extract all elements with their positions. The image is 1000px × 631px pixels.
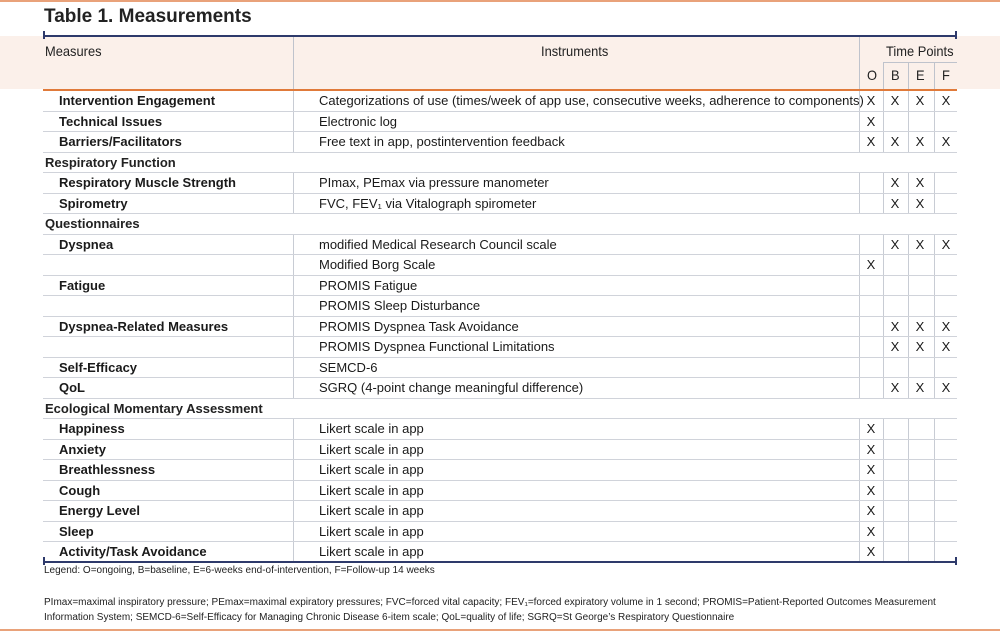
time-point-mark (908, 440, 932, 460)
time-point-mark (908, 276, 932, 296)
instrument-cell: PROMIS Fatigue (319, 277, 418, 293)
time-point-mark: X (890, 380, 900, 396)
table-row (43, 317, 957, 338)
time-point-mark: X (866, 503, 876, 519)
instrument-cell: Electronic log (319, 113, 398, 129)
header-col-e: E (916, 67, 925, 83)
time-point-mark: X (941, 318, 951, 334)
table-row (43, 296, 957, 317)
time-point-mark (908, 501, 932, 521)
instrument-cell: Likert scale in app (319, 503, 424, 519)
time-point-mark (908, 460, 932, 480)
time-point-mark: X (915, 318, 925, 334)
time-point-mark (908, 255, 932, 275)
time-point-mark (859, 194, 883, 214)
header-col-b: B (891, 67, 900, 83)
time-point-mark (883, 440, 907, 460)
time-point-mark (934, 481, 958, 501)
measure-cell: Happiness (59, 421, 125, 437)
time-point-mark (908, 358, 932, 378)
header-divider (934, 62, 935, 89)
time-point-mark: X (915, 134, 925, 150)
column-divider (293, 419, 294, 439)
column-divider (293, 481, 294, 501)
table-row (43, 112, 957, 133)
measure-cell (43, 296, 59, 316)
time-point-mark (883, 460, 907, 480)
time-point-mark: X (866, 93, 876, 109)
column-divider (293, 276, 294, 296)
table-row (43, 419, 957, 440)
time-point-mark (934, 522, 958, 542)
legend: Legend: O=ongoing, B=baseline, E=6-weeks end-of-intervention, F=Follow-up 14 weeks (44, 565, 435, 576)
time-point-mark (859, 296, 883, 316)
measure-cell: Technical Issues (59, 113, 163, 129)
measure-cell: Spirometry (59, 195, 128, 211)
column-divider (293, 235, 294, 255)
time-point-mark (908, 481, 932, 501)
time-point-mark (859, 378, 883, 398)
header-time-points: Time Points (886, 43, 954, 59)
time-point-mark (934, 173, 958, 193)
column-divider (293, 132, 294, 152)
time-point-mark: X (941, 380, 951, 396)
table-row (43, 440, 957, 461)
time-point-mark (934, 276, 958, 296)
time-point-mark: X (866, 523, 876, 539)
table-row (43, 194, 957, 215)
measure-cell: Sleep (59, 523, 94, 539)
time-point-mark: X (915, 339, 925, 355)
column-divider (293, 112, 294, 132)
table-row (43, 481, 957, 502)
time-point-mark (934, 112, 958, 132)
time-point-mark (859, 235, 883, 255)
table-row (43, 173, 957, 194)
instrument-cell: Likert scale in app (319, 421, 424, 437)
time-point-mark: X (890, 339, 900, 355)
table-row (43, 132, 957, 153)
measure-cell: Self-Efficacy (59, 359, 138, 375)
table-title: Table 1. Measurements (44, 6, 252, 27)
instrument-cell: PROMIS Dyspnea Functional Limitations (319, 339, 555, 355)
time-point-mark: X (866, 421, 876, 437)
measure-cell: Energy Level (59, 503, 140, 519)
table-row (43, 337, 957, 358)
time-point-mark: X (866, 113, 876, 129)
time-point-mark (934, 419, 958, 439)
measure-cell (43, 337, 59, 357)
column-divider (293, 358, 294, 378)
instrument-cell: Free text in app, postintervention feedback (319, 134, 565, 150)
time-point-mark (883, 501, 907, 521)
instrument-cell: Likert scale in app (319, 462, 424, 478)
time-point-mark (883, 296, 907, 316)
table-row (43, 378, 957, 399)
header-divider (908, 62, 909, 89)
time-point-mark: X (941, 134, 951, 150)
time-point-mark: X (890, 93, 900, 109)
measure-cell: Activity/Task Avoidance (59, 544, 207, 560)
table-row (43, 522, 957, 543)
time-point-mark: X (941, 339, 951, 355)
time-point-mark: X (915, 380, 925, 396)
instrument-cell: Likert scale in app (319, 523, 424, 539)
instrument-cell: Likert scale in app (319, 482, 424, 498)
section-row (43, 153, 957, 174)
section-row (43, 214, 957, 235)
time-point-mark (934, 440, 958, 460)
column-divider (293, 296, 294, 316)
table-row (43, 542, 957, 563)
header-divider (859, 37, 860, 89)
measure-cell: Dyspnea (59, 236, 114, 252)
time-point-mark: X (890, 318, 900, 334)
column-divider (293, 501, 294, 521)
time-point-mark: X (890, 195, 900, 211)
column-divider (293, 542, 294, 562)
time-point-mark: X (915, 195, 925, 211)
time-point-mark: X (915, 236, 925, 252)
instrument-cell: modified Medical Research Council scale (319, 236, 557, 252)
measure-cell: Cough (59, 482, 101, 498)
section-label: Questionnaires (45, 216, 140, 232)
time-point-mark (859, 276, 883, 296)
time-point-mark: X (915, 175, 925, 191)
time-point-mark (883, 358, 907, 378)
header-band (0, 36, 1000, 89)
table-bottom-rule (43, 561, 957, 563)
instrument-cell: Likert scale in app (319, 544, 424, 560)
time-point-mark (883, 522, 907, 542)
time-point-mark (908, 419, 932, 439)
column-divider (293, 522, 294, 542)
time-point-mark: X (866, 441, 876, 457)
instrument-cell: Categorizations of use (times/week of app use, consecutive weeks, adherence to components) (319, 93, 864, 109)
header-top-rule (43, 35, 957, 37)
time-point-mark: X (915, 93, 925, 109)
column-divider (293, 378, 294, 398)
column-divider (293, 440, 294, 460)
time-point-mark: X (866, 134, 876, 150)
measure-cell (43, 255, 59, 275)
measure-cell: Barriers/Facilitators (59, 134, 182, 150)
table-row (43, 91, 957, 112)
column-divider (293, 317, 294, 337)
table-row (43, 235, 957, 256)
table-row (43, 460, 957, 481)
time-point-mark: X (866, 257, 876, 273)
column-divider (293, 194, 294, 214)
time-point-mark (934, 501, 958, 521)
time-point-mark: X (890, 175, 900, 191)
time-point-mark (934, 358, 958, 378)
top-rule (0, 0, 1000, 2)
section-row (43, 399, 957, 420)
time-point-mark (883, 276, 907, 296)
measurements-table (43, 91, 957, 563)
measure-cell: Respiratory Muscle Strength (59, 175, 236, 191)
rule-tick-right (955, 31, 957, 39)
measure-cell: Breathlessness (59, 462, 156, 478)
column-divider (293, 91, 294, 111)
time-point-mark: X (866, 544, 876, 560)
time-point-mark (908, 522, 932, 542)
time-point-mark (859, 358, 883, 378)
instrument-cell: Likert scale in app (319, 441, 424, 457)
time-point-mark (908, 296, 932, 316)
section-label: Respiratory Function (45, 154, 176, 170)
time-point-mark (934, 460, 958, 480)
measure-cell: Intervention Engagement (59, 93, 216, 109)
time-point-mark (934, 194, 958, 214)
time-point-mark (883, 481, 907, 501)
measure-cell: Fatigue (59, 277, 106, 293)
time-point-mark: X (866, 482, 876, 498)
table-row (43, 501, 957, 522)
table-row (43, 276, 957, 297)
header-instruments: Instruments (541, 43, 609, 59)
table-row (43, 358, 957, 379)
table-row (43, 255, 957, 276)
time-point-mark (859, 173, 883, 193)
time-point-mark (883, 112, 907, 132)
time-point-mark (934, 255, 958, 275)
header-divider (883, 62, 884, 89)
time-point-mark (908, 542, 932, 562)
time-point-mark (908, 112, 932, 132)
column-divider (293, 173, 294, 193)
time-point-mark (859, 317, 883, 337)
column-divider (293, 255, 294, 275)
time-point-mark (859, 337, 883, 357)
header-col-o: O (867, 67, 878, 83)
footnote: PImax=maximal inspiratory pressure; PEmax=maximal expiratory pressures; FVC=forced vital capacity; FEV₁=forced expiratory volume in 1 second; PROMIS=Patient-Reported Outcomes Measurement Information System; SEMCD-6=Self-Efficacy for Managing Chronic Disease 6-item scale; QoL=quality of life; SGRQ=St George’s Respiratory Questionnaire (44, 597, 936, 623)
time-point-mark (883, 419, 907, 439)
rule-tick-right (955, 557, 957, 565)
instrument-cell: SEMCD-6 (319, 359, 378, 375)
section-label: Ecological Momentary Assessment (45, 400, 263, 416)
instrument-cell: PROMIS Dyspnea Task Avoidance (319, 318, 519, 334)
measure-cell: Dyspnea-Related Measures (59, 318, 229, 334)
time-point-mark: X (866, 462, 876, 478)
time-point-mark (934, 296, 958, 316)
header-divider (293, 37, 294, 89)
time-point-mark: X (941, 236, 951, 252)
column-divider (293, 337, 294, 357)
column-divider (293, 460, 294, 480)
instrument-cell: SGRQ (4-point change meaningful difference) (319, 380, 584, 396)
measure-cell: QoL (59, 380, 85, 396)
instrument-cell: FVC, FEV₁ via Vitalograph spirometer (319, 195, 537, 211)
instrument-cell: Modified Borg Scale (319, 257, 436, 273)
header-col-f: F (942, 67, 950, 83)
header-divider (883, 62, 957, 63)
measure-cell: Anxiety (59, 441, 106, 457)
header-measures: Measures (45, 43, 102, 59)
time-point-mark: X (890, 134, 900, 150)
time-point-mark (883, 255, 907, 275)
instrument-cell: PImax, PEmax via pressure manometer (319, 175, 549, 191)
instrument-cell: PROMIS Sleep Disturbance (319, 298, 481, 314)
time-point-mark: X (941, 93, 951, 109)
rule-tick-left (43, 557, 45, 565)
time-point-mark (883, 542, 907, 562)
rule-tick-left (43, 31, 45, 39)
time-point-mark: X (890, 236, 900, 252)
